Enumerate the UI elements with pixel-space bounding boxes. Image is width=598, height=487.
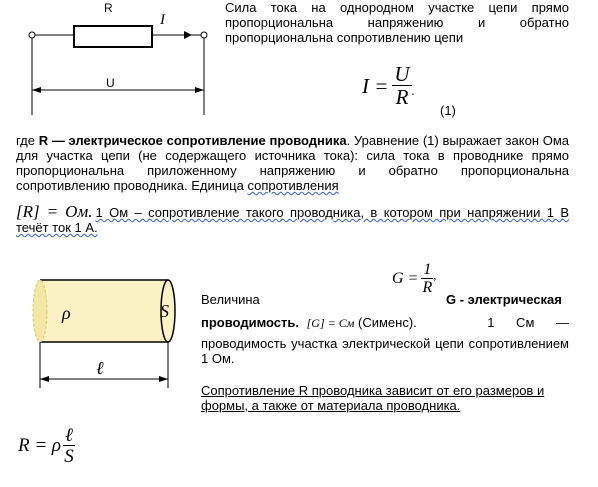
resistance-formula-numerator: ℓ [65, 425, 73, 446]
terminal-right [201, 32, 207, 38]
ohm-formula-tail: . [411, 83, 415, 98]
conductance-line2 [201, 315, 569, 331]
conductance-term-a: G - электрическая [446, 292, 562, 307]
body-term: R — электрическое сопротивление проводника [38, 133, 347, 148]
voltage-arrow-right [195, 87, 204, 93]
ohm-formula [362, 64, 415, 108]
terminal-left [29, 32, 35, 38]
conductor-body [40, 280, 168, 342]
current-label: I [160, 12, 165, 28]
voltage-arrow-left [32, 87, 41, 93]
area-symbol: S [160, 301, 169, 321]
resistance-formula [18, 426, 75, 466]
conductance-formula-numerator: 1 [423, 261, 432, 278]
resistance-formula-denominator: S [64, 446, 74, 467]
ohm-formula-denominator: R [395, 85, 409, 109]
conductance-formula-tail: , [433, 267, 437, 282]
unit-paragraph [16, 204, 569, 235]
body-lead: где [16, 133, 39, 148]
conductance-unit-name: (Сименс). [358, 315, 417, 330]
body-paragraph [16, 133, 569, 193]
resistor-label: R [104, 1, 113, 15]
ohm-formula-lhs: I = [362, 73, 389, 98]
conductance-formula-lhs: G = [392, 270, 419, 287]
conductance-word: Величина [201, 292, 260, 307]
conductance-term-b: проводимость [201, 315, 296, 330]
length-arrow-left [40, 376, 49, 382]
ohm-formula-numerator: U [394, 62, 410, 86]
unit-definition: 1 Ом – сопротивление такого проводника, в котором при напряжении 1 В течёт ток 1 А. [16, 205, 569, 235]
conductance-def-a: 1 См — [487, 315, 569, 330]
body-rest: . Уравнение (1) выражает закон Ома для участка цепи (не содержащего источника тока): сила тока в проводнике прямо пропорциональна приложенному напряжению и обратно пропорциональна сопротивлению проводника. Единица [16, 133, 569, 193]
current-arrow [184, 31, 192, 39]
conductance-formula [392, 262, 436, 296]
conductor-left-face [33, 280, 47, 342]
conductance-unit-formula: [G] = См [306, 316, 355, 330]
conductance-definition: проводимость участка электрической цепи сопротивлением 1 Ом. [201, 336, 569, 366]
formula-number: (1) [440, 103, 456, 118]
resistance-formula-lhs: R = ρ [18, 435, 62, 456]
resistivity-symbol: ρ [62, 303, 71, 323]
body-unit-word: сопротивления [247, 178, 339, 193]
conductance-term-b-tail: . [295, 315, 299, 330]
resistor [74, 26, 152, 47]
unit-formula: [R] = Ом. [16, 202, 93, 221]
length-arrow-right [159, 376, 168, 382]
conductor-diagram [30, 276, 180, 396]
resistance-note: Сопротивление R проводника зависит от его размеров и формы, а также от материала проводника. [201, 383, 545, 413]
intro-paragraph: Сила тока на однородном участке цепи прямо пропорциональна напряжению и обратно пропорциональна сопротивлению цепи [225, 0, 569, 45]
length-symbol: ℓ [96, 358, 104, 378]
circuit-diagram [22, 0, 222, 120]
conductance-formula-denominator: R [422, 279, 433, 296]
voltage-label: U [106, 76, 115, 90]
